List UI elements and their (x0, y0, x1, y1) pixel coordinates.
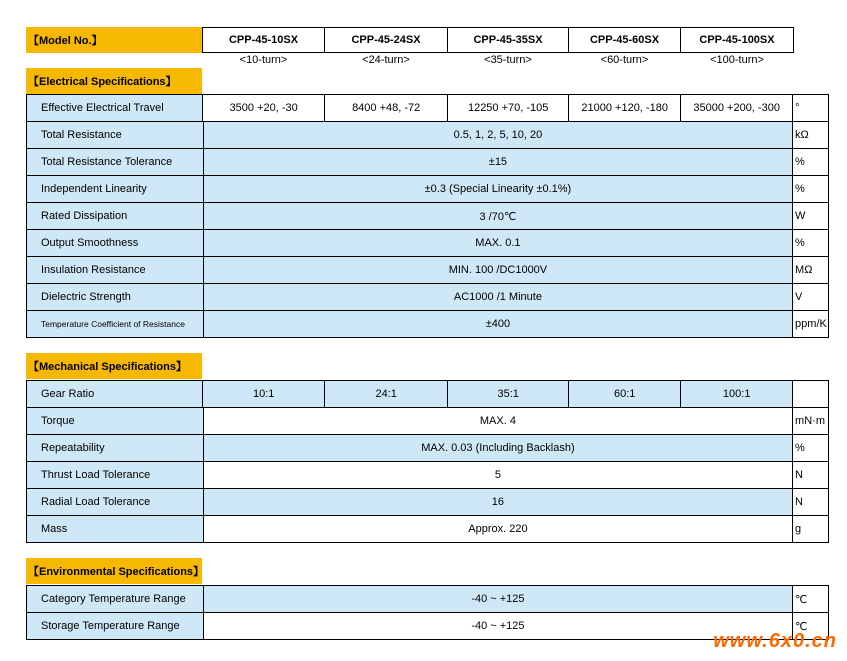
row-value: 35000 +200, -300 (681, 95, 793, 121)
row-unit: mN·m (793, 408, 829, 434)
row-value: 5 (204, 462, 793, 488)
row-value: 3500 +20, -30 (203, 95, 325, 121)
row-unit: % (793, 435, 829, 461)
row-value: ±15 (204, 149, 793, 175)
environmental-table (26, 585, 829, 640)
row-value: 8400 +48, -72 (325, 95, 448, 121)
row-value: MIN. 100 /DC1000V (204, 257, 793, 283)
mechanical-table (26, 380, 829, 543)
model-name-cell: CPP-45-100SX (680, 27, 794, 53)
row-value: 21000 +120, -180 (569, 95, 681, 121)
row-unit: N (793, 489, 829, 515)
row-unit: ppm/K (793, 311, 829, 337)
row-value: 3 /70℃ (204, 203, 793, 229)
row-label: Mass (27, 516, 204, 542)
row-unit: % (793, 149, 829, 175)
model-no-header: 【Model No.】 (26, 27, 202, 53)
row-label: Storage Temperature Range (27, 613, 204, 639)
model-name-cell: CPP-45-10SX (202, 27, 325, 53)
row-label: Output Smoothness (27, 230, 204, 256)
row-value: 12250 +70, -105 (448, 95, 569, 121)
model-name-cell: CPP-45-24SX (324, 27, 448, 53)
turn-label: <60-turn> (600, 54, 649, 66)
row-unit (793, 381, 829, 407)
row-value: MAX. 4 (204, 408, 793, 434)
row-label: Torque (27, 408, 204, 434)
environmental-header: 【Environmental Specifications】 (26, 558, 202, 584)
row-unit: % (793, 230, 829, 256)
row-label: Temperature Coefficient of Resistance (27, 311, 204, 337)
row-unit: MΩ (793, 257, 829, 283)
row-label: Total Resistance Tolerance (27, 149, 204, 175)
row-value: 35:1 (448, 381, 569, 407)
row-unit: g (793, 516, 829, 542)
turn-label: <24-turn> (362, 54, 410, 66)
row-value: 16 (204, 489, 793, 515)
electrical-table (26, 94, 829, 338)
row-unit: W (793, 203, 829, 229)
turn-label: <10-turn> (239, 54, 288, 66)
row-unit: ℃ (793, 586, 829, 612)
row-value: ±400 (204, 311, 793, 337)
row-unit: V (793, 284, 829, 310)
row-value: MAX. 0.1 (204, 230, 793, 256)
row-label: Gear Ratio (27, 381, 203, 407)
row-label: Effective Electrical Travel (27, 95, 203, 121)
row-value: 60:1 (569, 381, 681, 407)
watermark-logo: www.6x0.cn (713, 630, 837, 652)
row-value: -40 ~ +125 (204, 613, 793, 639)
turn-label: <35-turn> (484, 54, 532, 66)
table-row (27, 381, 829, 408)
row-value: ±0.3 (Special Linearity ±0.1%) (204, 176, 793, 202)
row-label: Independent Linearity (27, 176, 204, 202)
row-value: 24:1 (325, 381, 448, 407)
row-value: AC1000 /1 Minute (204, 284, 793, 310)
row-label: Repeatability (27, 435, 204, 461)
row-value: 0.5, 1, 2, 5, 10, 20 (204, 122, 793, 148)
turn-label: <100-turn> (710, 54, 764, 66)
row-unit: % (793, 176, 829, 202)
row-unit: ° (793, 95, 829, 121)
row-label: Radial Load Tolerance (27, 489, 204, 515)
model-name-cell: CPP-45-35SX (447, 27, 569, 53)
row-label: Insulation Resistance (27, 257, 204, 283)
row-value: 10:1 (203, 381, 325, 407)
row-label: Total Resistance (27, 122, 204, 148)
row-label: Rated Dissipation (27, 203, 204, 229)
row-value: -40 ~ +125 (204, 586, 793, 612)
row-unit: N (793, 462, 829, 488)
row-value: MAX. 0.03 (Including Backlash) (204, 435, 793, 461)
row-label: Thrust Load Tolerance (27, 462, 204, 488)
mechanical-header: 【Mechanical Specifications】 (26, 353, 202, 379)
row-value: Approx. 220 (204, 516, 793, 542)
row-value: 100:1 (681, 381, 793, 407)
row-unit: kΩ (793, 122, 829, 148)
model-name-cell: CPP-45-60SX (568, 27, 681, 53)
row-label: Category Temperature Range (27, 586, 204, 612)
electrical-header: 【Electrical Specifications】 (26, 68, 202, 94)
row-unit: ℃ (793, 613, 829, 639)
table-row (27, 95, 829, 122)
row-label: Dielectric Strength (27, 284, 204, 310)
